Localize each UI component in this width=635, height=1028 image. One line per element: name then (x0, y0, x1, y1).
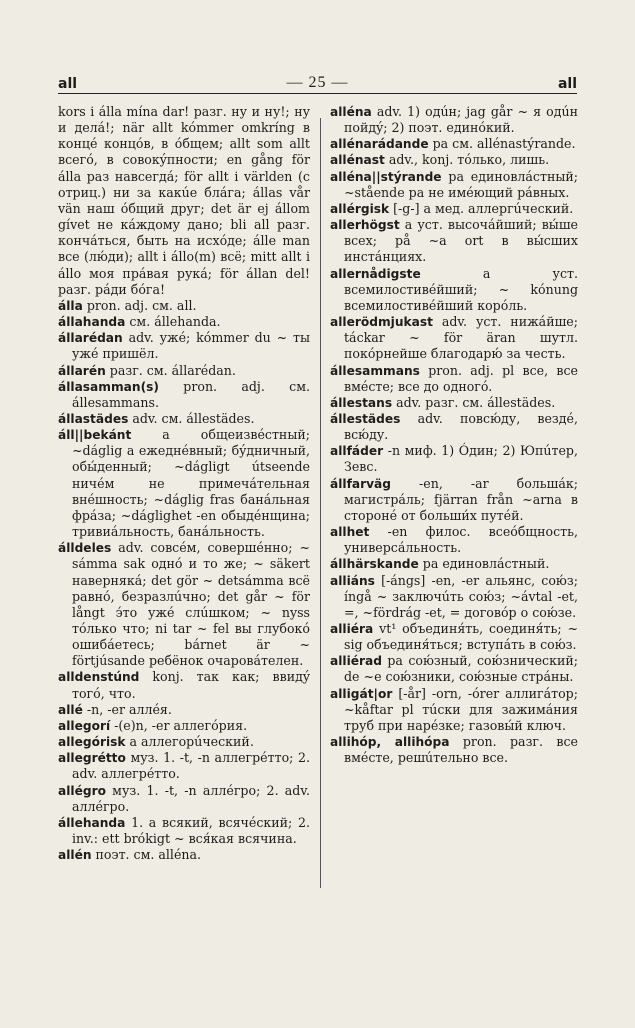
dictionary-entry (330, 734, 578, 766)
entry-headword: allegórisk (58, 735, 126, 750)
entry-definition: [-ángs] -en, -er альянс, сою́з; íngå ~ заключúть сою́з; ~ávtal -et, =, ~fördrág -et, = договóр о сою́зе. (344, 572, 578, 620)
dictionary-entry (330, 556, 578, 572)
entry-definition: adv. уст. нижáйше; táckar ~ för äran шутл. покóрнейше благодарю́ за честь. (344, 314, 578, 362)
entry-definition: pron. adj. см. all. (82, 297, 197, 313)
entry-headword: alldenstúnd (58, 670, 140, 685)
entry-headword: áll||bekánt (58, 428, 132, 443)
entry-definition: -n, -er аллéя. (82, 701, 172, 717)
entry-definition: -(e)n, -er аллегóрия. (110, 717, 248, 733)
dictionary-entry (58, 104, 310, 298)
entry-definition: муз. 1. -t, -n аллéгро; 2. adv. аллéгро. (72, 782, 310, 814)
entry-headword: alléna (330, 105, 372, 119)
dictionary-entry (330, 524, 578, 556)
dictionary-entry (58, 298, 310, 314)
dictionary-entry (330, 314, 578, 362)
entry-definition: разг. см. állarédan. (105, 362, 236, 378)
column-divider (320, 118, 321, 888)
dictionary-entry (58, 330, 310, 362)
entry-definition: adv., konj. тóлько, лишь. (384, 152, 550, 168)
dictionary-entry (330, 136, 578, 152)
entry-headword: allénast (330, 153, 385, 168)
dictionary-entry (58, 702, 310, 718)
entry-headword: alliérad (330, 654, 382, 669)
entry-definition: pron. adj. см. állesammans. (72, 378, 310, 410)
dictionary-entry (330, 573, 578, 621)
entry-definition: -en, -ar большáк; магистрáль; fjärran från ~arna в сторонé от больши́х путéй. (344, 475, 578, 523)
entry-definition: поэт. см. alléna. (91, 847, 202, 863)
entry-definition: муз. 1. -t, -n аллегрéтто; 2. adv. аллегрéтто. (72, 750, 310, 782)
entry-headword: allé (58, 702, 83, 717)
entry-definition: a уст. всемилостивéйший; ~ kónung всемилостивéйший корóль. (344, 265, 578, 313)
dictionary-entry (330, 363, 578, 395)
entry-headword: állarén (58, 363, 106, 378)
entry-headword: allegorí (58, 718, 111, 733)
dictionary-entry (330, 395, 578, 411)
entry-headword: allénarádande (330, 137, 429, 152)
entry-definition: pa сою́зный, сою́знический; de ~e сою́зники, сою́зные стрáны. (344, 653, 578, 685)
dictionary-entry (58, 363, 310, 379)
entry-definition: adv. разг. см. állestädes. (392, 394, 556, 410)
entry-definition: pa единовлáстный. (418, 556, 550, 572)
entry-headword: allegrétto (58, 751, 126, 766)
header-rule (58, 93, 577, 94)
left-column (58, 104, 310, 863)
dictionary-entry (330, 201, 578, 217)
dictionary-entry (58, 783, 310, 815)
running-head (58, 70, 577, 92)
entry-definition: [-g-] a мед. аллергúческий. (389, 200, 574, 216)
header-right-word: all (557, 76, 577, 92)
entry-headword: állarédan (58, 331, 123, 346)
entry-headword: állhärskande (330, 557, 419, 572)
dictionary-entry (58, 750, 310, 782)
dictionary-entry (330, 621, 578, 653)
entry-definition: a общеизвéстный; ~dáglig a ежеднéвный; бýдничный, обы́денный; ~dágligt útseende ничéм не примечáтельная внéшность; ~dáglig fras банáльная фрáза; ~dáglighet -en обыдéнщина; тривиáльность, банáльность. (72, 427, 310, 540)
dictionary-entry (330, 443, 578, 475)
entry-headword: alléna||stýrande (330, 169, 442, 184)
entry-definition: a уст. высочáйший; вы́ше всех; på ~a ort в вы́сших инстáнциях. (344, 217, 578, 265)
entry-definition: см. állehanda. (125, 314, 221, 330)
dictionary-entry (330, 104, 578, 136)
entry-headword: allihóp, allihópa (330, 735, 450, 750)
entry-headword: allén (58, 848, 92, 863)
entry-headword: allhet (330, 525, 370, 540)
entry-headword: alliéra (330, 622, 374, 636)
entry-headword: állfarväg (330, 476, 392, 491)
entry-headword: állestädes (330, 411, 401, 426)
entry-definition: pron. разг. все вмéсте, решúтельно все. (344, 734, 578, 766)
entry-definition: kors i álla mína dar! разг. ну и ну!; ну и делá!; när allt kómmer omkríng в концé концóв, в óбщем; allt som allt всегó, в совокýпности; en gång för álla раз навсегдá; för allt i världen (с отриц.) ни за какúе блáга; állas vår vän наш óбщий друг; det är ej állom gívet не кáждому дано; bli all разг. кончáться, быть на исхóде; álle man все (лю́ди); allt i állo(m) всё; mitt allt i állo моя прáвая рукá; för állan del! разг. рáди бóга! (58, 104, 310, 297)
dictionary-entry (330, 152, 578, 168)
entry-definition: -en филос. всеóбщность, универсáльность. (344, 524, 578, 556)
entry-headword: allerhögst (330, 218, 400, 233)
entry-definition: adv. совсéм, совершéнно; ~ sámma sak однó и то же; ~ säkert навернякá; det gör ~ detsámma всё равнó, безразлúчно; det går ~ för långt э́то ужé слúшком; ~ nyss тóлько что; ni tar ~ fel вы глубокó ошибáетесь; bárnet är ~ förtjúsande ребёнок очаровáтелен. (72, 540, 310, 669)
entry-definition: adv. ужé; kómmer du ~ ты ужé пришёл. (72, 330, 310, 362)
dictionary-entry (330, 169, 578, 201)
entry-headword: állasamman(s) (58, 379, 159, 394)
entry-definition: vt¹ объединя́ть, соединя́ть; ~ sig объединя́ться; вступáть в сою́з. (344, 621, 578, 653)
dictionary-entry (330, 266, 578, 314)
entry-headword: allfáder (330, 444, 384, 459)
entry-headword: álla (58, 298, 83, 313)
dictionary-entry (58, 540, 310, 669)
entry-definition: a аллегорúческий. (125, 734, 254, 750)
dictionary-entry (330, 476, 578, 524)
entry-definition: konj. так как; ввидý тогó, что. (72, 669, 310, 701)
header-left-word: all (58, 76, 78, 92)
dictionary-entry (58, 669, 310, 701)
entry-definition: 1. a всякий, всячéский; 2. inv.: ett brókigt ~ вся́кая всячина. (72, 814, 310, 847)
entry-definition: [-år] -orn, -órer аллигáтор; ~kåftar pl тúски для зажимáния труб при нарéзке; газовы́й ключ. (344, 685, 578, 733)
entry-definition: adv. 1) одúн; jag går ~ я одúн пойдý; 2) поэт. единóкий. (344, 104, 578, 136)
entry-definition: -n миф. 1) Óдин; 2) Юпúтер, Зевс. (344, 443, 578, 475)
entry-headword: állesammans (330, 363, 420, 378)
entry-definition: adv. см. állestädes. (128, 410, 255, 426)
entry-headword: allernådigste (330, 266, 421, 281)
right-column (330, 104, 578, 766)
entry-headword: allerödmjukast (330, 315, 433, 330)
dictionary-entry (58, 411, 310, 427)
entry-headword: állehanda (58, 815, 126, 830)
dictionary-entry (58, 379, 310, 411)
entry-headword: allégro (58, 783, 106, 798)
entry-headword: alligát|or (330, 686, 393, 701)
dictionary-entry (58, 718, 310, 734)
entry-headword: állahanda (58, 315, 126, 330)
entry-definition: pron. adj. pl все, все вмéсте; все до одногó. (344, 362, 578, 394)
entry-definition: pa единовлáстный; ~stående pa не имéющий рáвных. (344, 168, 578, 200)
dictionary-entry (58, 427, 310, 540)
dictionary-entry (330, 653, 578, 685)
entry-headword: allérgisk (330, 201, 390, 216)
dictionary-entry (58, 734, 310, 750)
entry-definition: pa см. allénastýrande. (428, 136, 576, 152)
entry-headword: álldeles (58, 541, 112, 556)
entry-definition: adv. повсю́ду, вездé, всю́ду. (344, 410, 578, 443)
dictionary-entry (330, 686, 578, 734)
entry-headword: állestans (330, 395, 393, 410)
dictionary-entry (58, 314, 310, 330)
entry-headword: állastädes (58, 411, 129, 426)
page-number: — 25 — (286, 74, 349, 91)
dictionary-entry (330, 411, 578, 443)
dictionary-entry (58, 847, 310, 863)
entry-headword: alliáns (330, 573, 375, 588)
dictionary-entry (58, 815, 310, 847)
dictionary-entry (330, 217, 578, 265)
